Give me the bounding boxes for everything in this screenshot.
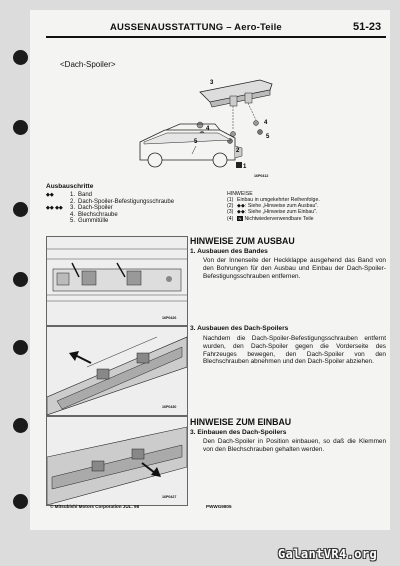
list-item: 2. Dach-Spoiler-Befestigungsschraube [70, 198, 175, 205]
removal-step3-text: Nachdem die Dach-Spoiler-Befestigungsschrauben entfernt wurden, den Dach-Spoiler gegen die Vorderseite des Fahrzeuges bewegen, den Dach-Spoiler von den Blechschrauben abnehmen und den Dach-Spoiler abziehen. [203, 335, 386, 366]
binder-hole [13, 418, 28, 433]
list-item: (4) N Nichtwiederverwendbare Teile [227, 215, 314, 222]
binder-hole [13, 202, 28, 217]
figure-panel-spoiler-installation [46, 416, 188, 506]
removal-steps-list [46, 192, 174, 225]
header-rule [46, 36, 386, 38]
hinweise-title: HINWEISE [227, 191, 253, 197]
callout-5a: 5 [194, 139, 198, 145]
removal-notes-heading: HINWEISE ZUM AUSBAU [190, 236, 295, 246]
figure-code: 16P0427 [162, 495, 177, 499]
hinweise-box [227, 192, 320, 223]
figure-code: 16P0426 [162, 316, 177, 320]
callout-2: 2 [236, 148, 240, 154]
installation-step3-title: 3. Einbauen des Dach-Spoilers [190, 429, 287, 436]
installation-step3-text: Den Dach-Spoiler in Position einbauen, so daß die Klemmen von den Blechschrauben gehalten werden. [203, 438, 386, 453]
figure-code: 16P0412 [254, 174, 269, 178]
site-watermark: GalantVR4.org [278, 547, 378, 561]
page-number: 51-23 [353, 21, 382, 33]
figure-panel-tailgate [46, 236, 188, 326]
removal-step1-text: Von der Innenseite der Heckklappe ausgehend das Band von den Bohrungen für den Ausbau und Einbau der Dach-Spoiler-Befestigungsschrauben entfernen. [203, 257, 386, 280]
callout-1: 1 [243, 164, 247, 170]
list-item: 5. Gummitülle [70, 218, 109, 225]
list-item: ◆◆ 1. Band [46, 192, 93, 198]
list-item: (3) ◆◆: Siehe „Hinweise zum Einbau". [227, 208, 318, 215]
callout-3: 3 [210, 80, 214, 86]
page-header-title: AUSSENAUSSTATTUNG – Aero-Teile [110, 22, 282, 33]
callout-4b: 4 [264, 120, 268, 126]
figure-code: 16P0430 [162, 405, 177, 409]
list-item: (1) Einbau in umgekehrter Reihenfolge. [227, 196, 320, 203]
binder-hole [13, 494, 28, 509]
binder-hole [13, 272, 28, 287]
removal-step1-title: 1. Ausbauen des Bandes [190, 248, 268, 255]
callout-5b: 5 [266, 134, 270, 140]
list-item: 4. Blechschraube [70, 211, 118, 218]
figure-panel-spoiler-removal [46, 326, 188, 416]
binder-hole [13, 120, 28, 135]
doc-code-footer: PWWG9805 [206, 504, 232, 509]
list-item: ◆◆ ◆◆ 3. Dach-Spoiler [46, 205, 113, 212]
removal-step3-title: 3. Ausbauen des Dach-Spoilers [190, 325, 289, 332]
callout-4a: 4 [206, 126, 210, 132]
roof-spoiler-exploded-view [110, 68, 280, 180]
binder-hole [13, 340, 28, 355]
section-subtitle: <Dach-Spoiler> [60, 60, 116, 69]
copyright-footer: © Mitsubishi Motors Corporation JUL. 98 [50, 504, 140, 509]
installation-notes-heading: HINWEISE ZUM EINBAU [190, 417, 292, 427]
list-item: (2) ◆◆: Siehe „Hinweise zum Ausbau". [227, 202, 319, 209]
removal-steps-title: Ausbauschritte [46, 183, 94, 190]
binder-hole [13, 50, 28, 65]
non-reusable-icon: N [238, 215, 242, 221]
